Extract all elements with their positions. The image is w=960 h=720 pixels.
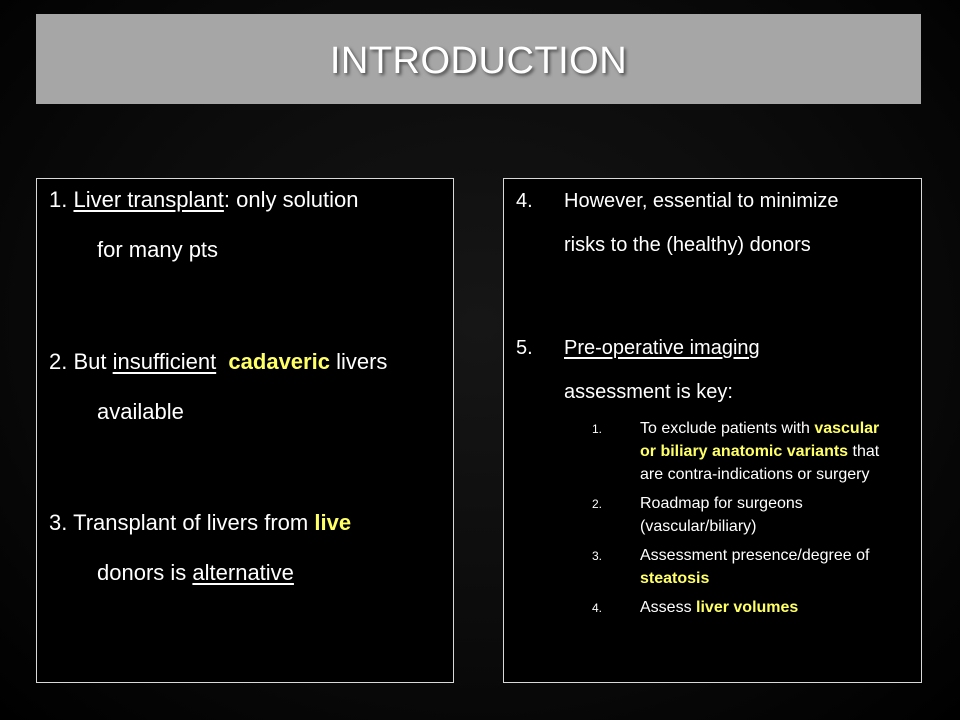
left-item-3 xyxy=(49,498,449,598)
title-bar xyxy=(36,14,921,104)
sub-list xyxy=(592,417,892,625)
item-continuation: available xyxy=(97,399,184,424)
sub-item-4 xyxy=(592,596,892,619)
item-number: 5. xyxy=(516,337,533,359)
item-number: 4. xyxy=(516,190,533,212)
underlined-term: alternative xyxy=(192,560,294,585)
item-line-1: However, essential to minimize xyxy=(564,190,839,212)
left-item-1 xyxy=(49,175,449,275)
sub-item-3 xyxy=(592,544,892,590)
item-text-rest: livers xyxy=(336,349,388,374)
highlight-term: live xyxy=(314,510,352,535)
item-continuation xyxy=(49,548,449,598)
underlined-term: Pre-operative imaging xyxy=(564,337,760,359)
item-text: But xyxy=(73,349,107,374)
sub-number: 1. xyxy=(592,422,603,436)
underlined-term: Liver transplant xyxy=(73,187,224,212)
item-line-2: assessment is key: xyxy=(564,381,733,403)
sub-number: 3. xyxy=(592,549,603,563)
item-text: Transplant of livers from xyxy=(73,510,309,535)
sub-number: 4. xyxy=(592,601,603,615)
sub-text: Roadmap for surgeons (vascular/biliary) xyxy=(640,495,803,535)
sub-text: Assessment presence/degree of xyxy=(640,547,870,564)
highlight-term: cadaveric xyxy=(228,349,330,374)
highlight-term: steatosis xyxy=(640,570,710,587)
left-item-2 xyxy=(49,337,449,437)
sub-item-1 xyxy=(592,417,892,486)
item-text: : only solution xyxy=(223,187,359,212)
highlight-term: vascular or biliary anatomic variants xyxy=(640,420,880,460)
item-line-1 xyxy=(516,326,911,370)
left-panel xyxy=(36,178,454,683)
right-panel xyxy=(503,178,922,683)
right-item-4 xyxy=(516,179,911,267)
sub-item-2 xyxy=(592,492,892,538)
sub-text: Assess xyxy=(640,599,692,616)
slide-title: INTRODUCTION xyxy=(329,39,628,82)
continuation-text: donors is xyxy=(97,560,187,585)
sub-text: To exclude patients with xyxy=(640,420,810,437)
underlined-term: insufficient xyxy=(112,349,217,374)
item-number: 3. xyxy=(49,510,68,535)
highlight-term: liver volumes xyxy=(696,599,799,616)
sub-number: 2. xyxy=(592,497,603,511)
item-continuation: for many pts xyxy=(97,237,219,262)
item-number: 2. xyxy=(49,349,68,374)
right-item-5 xyxy=(516,326,911,414)
sub-text-rest: that are contra-indications or surgery xyxy=(640,443,880,483)
item-number: 1. xyxy=(49,187,68,212)
item-line-2: risks to the (healthy) donors xyxy=(564,234,811,256)
